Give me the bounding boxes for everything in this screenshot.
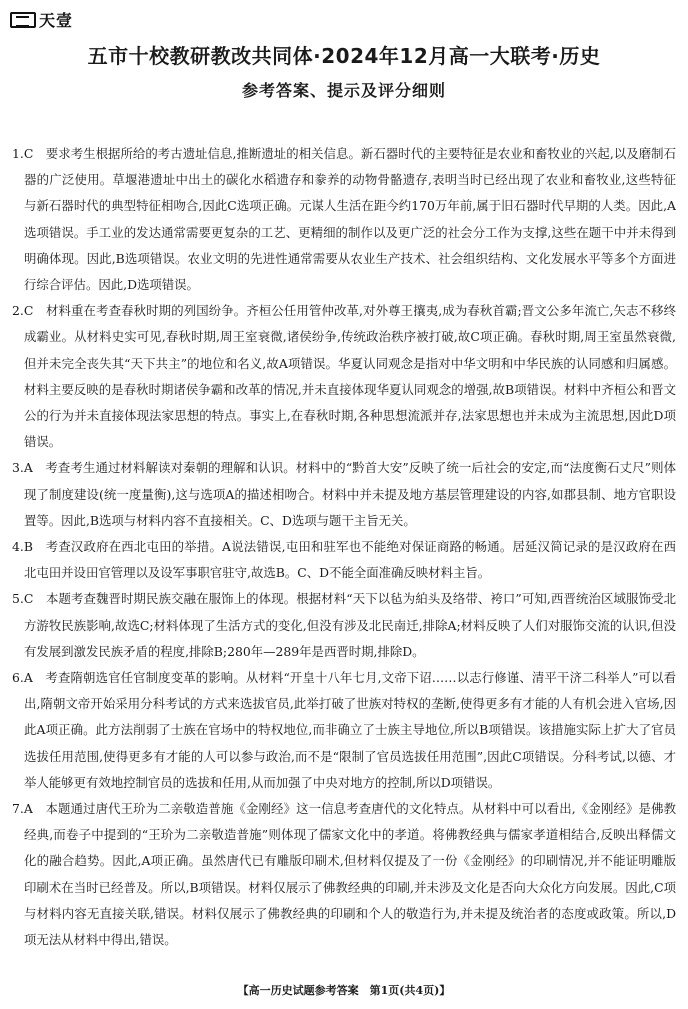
logo-mark-icon [10, 12, 36, 28]
publisher-logo [10, 8, 73, 31]
answer-item-4: 4.B 考查汉政府在西北屯田的举措。A说法错误,屯田和驻军也不能绝对保证商路的畅通。居延汉简记录的是汉政府在西北屯田并设田官管理以及设军事职官驻守,故选B。C、D不能全面准确反映材料主旨。 [12, 539, 676, 581]
page-title: 五市十校教研教改共同体·2024年12月高一大联考·历史 [87, 44, 601, 68]
answer-item-7: 7.A 本题通过唐代王玠为二亲敬造普施《金刚经》这一信息考查唐代的文化特点。从材料中可以看出,《金刚经》是佛教经典,而卷子中提到的“王玠为二亲敬造普施”则体现了儒家文化中的孝道。将佛教经典与儒家孝道相结合,反映出释儒文化的融合趋势。因此,A项正确。虽然唐代已有雕版印刷术,但材料仅提及了一份《金刚经》的印刷情况,并不能证明雕版印刷术在当时已经普及。所以,B项错误。材料仅展示了佛教经典的印刷,并未涉及文化是否向大众化方向发展。因此,C项与材料内容无直接关联,错误。材料仅展示了佛教经典的印刷和个人的敬造行为,并未提及统治者的态度或政策。所以,D项无法从材料中得出,错误。 [12, 801, 676, 948]
answer-item-2: 2.C 材料重在考查春秋时期的列国纷争。齐桓公任用管仲改革,对外尊王攘夷,成为春秋首霸;晋文公多年流亡,矢志不移终成霸业。从材料史实可见,春秋时期,周王室衰微,诸侯纷争,传统政治秩序被打破,故C项正确。春秋时期,周王室虽然衰微,但并未完全丧失其“天下共主”的地位和名义,故A项错误。华夏认同观念是指对中华文明和中华民族的认同感和归属感。材料主要反映的是春秋时期诸侯争霸和改革的情况,并未直接体现华夏认同观念的增强,故B项错误。材料中齐桓公和晋文公的行为并未直接体现法家思想的特点。事实上,在春秋时期,各种思想流派并存,法家思想也并未成为主流思想,因此D项错误。 [12, 303, 676, 450]
answer-item-6: 6.A 考查隋朝选官任官制度变革的影响。从材料“开皇十八年七月,文帝下诏……以志行修谨、清平干济二科举人”可以看出,隋朝文帝开始采用分科考试的方式来选拔官员,此举打破了世族对特权的垄断,使得更多有才能的人有机会进入官场,因此A项正确。此方法削弱了士族在官场中的特权地位,而非确立了士族主导地位,所以B项错误。该措施实际上扩大了官员选拔任用范围,使得更多有才能的人可以参与政治,而不是“限制了官员选拔任用范围”,因此C项错误。分科考试,以德、才举人能够更有效地控制官员的选拔和任用,从而加强了中央对地方的控制,所以D项错误。 [12, 670, 676, 790]
answer-item-3: 3.A 考查考生通过材料解读对秦朝的理解和认识。材料中的“黔首大安”反映了统一后社会的安定,而“法度衡石丈尺”则体现了制度建设(统一度量衡),这与选项A的描述相吻合。材料中并未提及地方基层管理建设的内容,如郡县制、地方官职设置等。因此,B选项与材料内容不直接相关。C、D选项与题干主旨无关。 [12, 460, 676, 528]
page-subtitle: 参考答案、提示及评分细则 [241, 81, 446, 100]
answer-item-1: 1.C 要求考生根据所给的考古遗址信息,推断遗址的相关信息。新石器时代的主要特征是农业和畜牧业的兴起,以及磨制石器的广泛使用。草堰港遗址中出土的碳化水稻遗存和豢养的动物骨骼遗存,表明当时已经出现了农业和畜牧业,这些特征与新石器时代的典型特征相吻合,因此C选项正确。元谋人生活在距今约170万年前,属于旧石器时代早期的人类。因此,A选项错误。手工业的发达通常需要更复杂的工艺、更精细的制作以及更广泛的社会分工作为支撑,这些在题干中并未得到明确体现。因此,B选项错误。农业文明的先进性通常需要从农业生产技术、社会组织结构、文化发展水平等多个方面进行综合评估。因此,D选项错误。 [12, 146, 676, 293]
page-footer: 【高一历史试题参考答案 第1页(共4页)】 [237, 984, 451, 997]
logo-text: 天壹 [39, 11, 74, 30]
answer-item-5: 5.C 本题考查魏晋时期民族交融在服饰上的体现。根据材料“天下以毡为絈头及络带、袴口”可知,西晋统治区域服饰受北方游牧民族影响,故选C;材料体现了生活方式的变化,但没有涉及北民南迁,排除A;材料反映了人们对服饰交流的认识,但没有发展到激发民族矛盾的程度,排除B;280年—289年是西晋时期,排除D。 [12, 591, 676, 659]
answer-list [12, 141, 676, 953]
